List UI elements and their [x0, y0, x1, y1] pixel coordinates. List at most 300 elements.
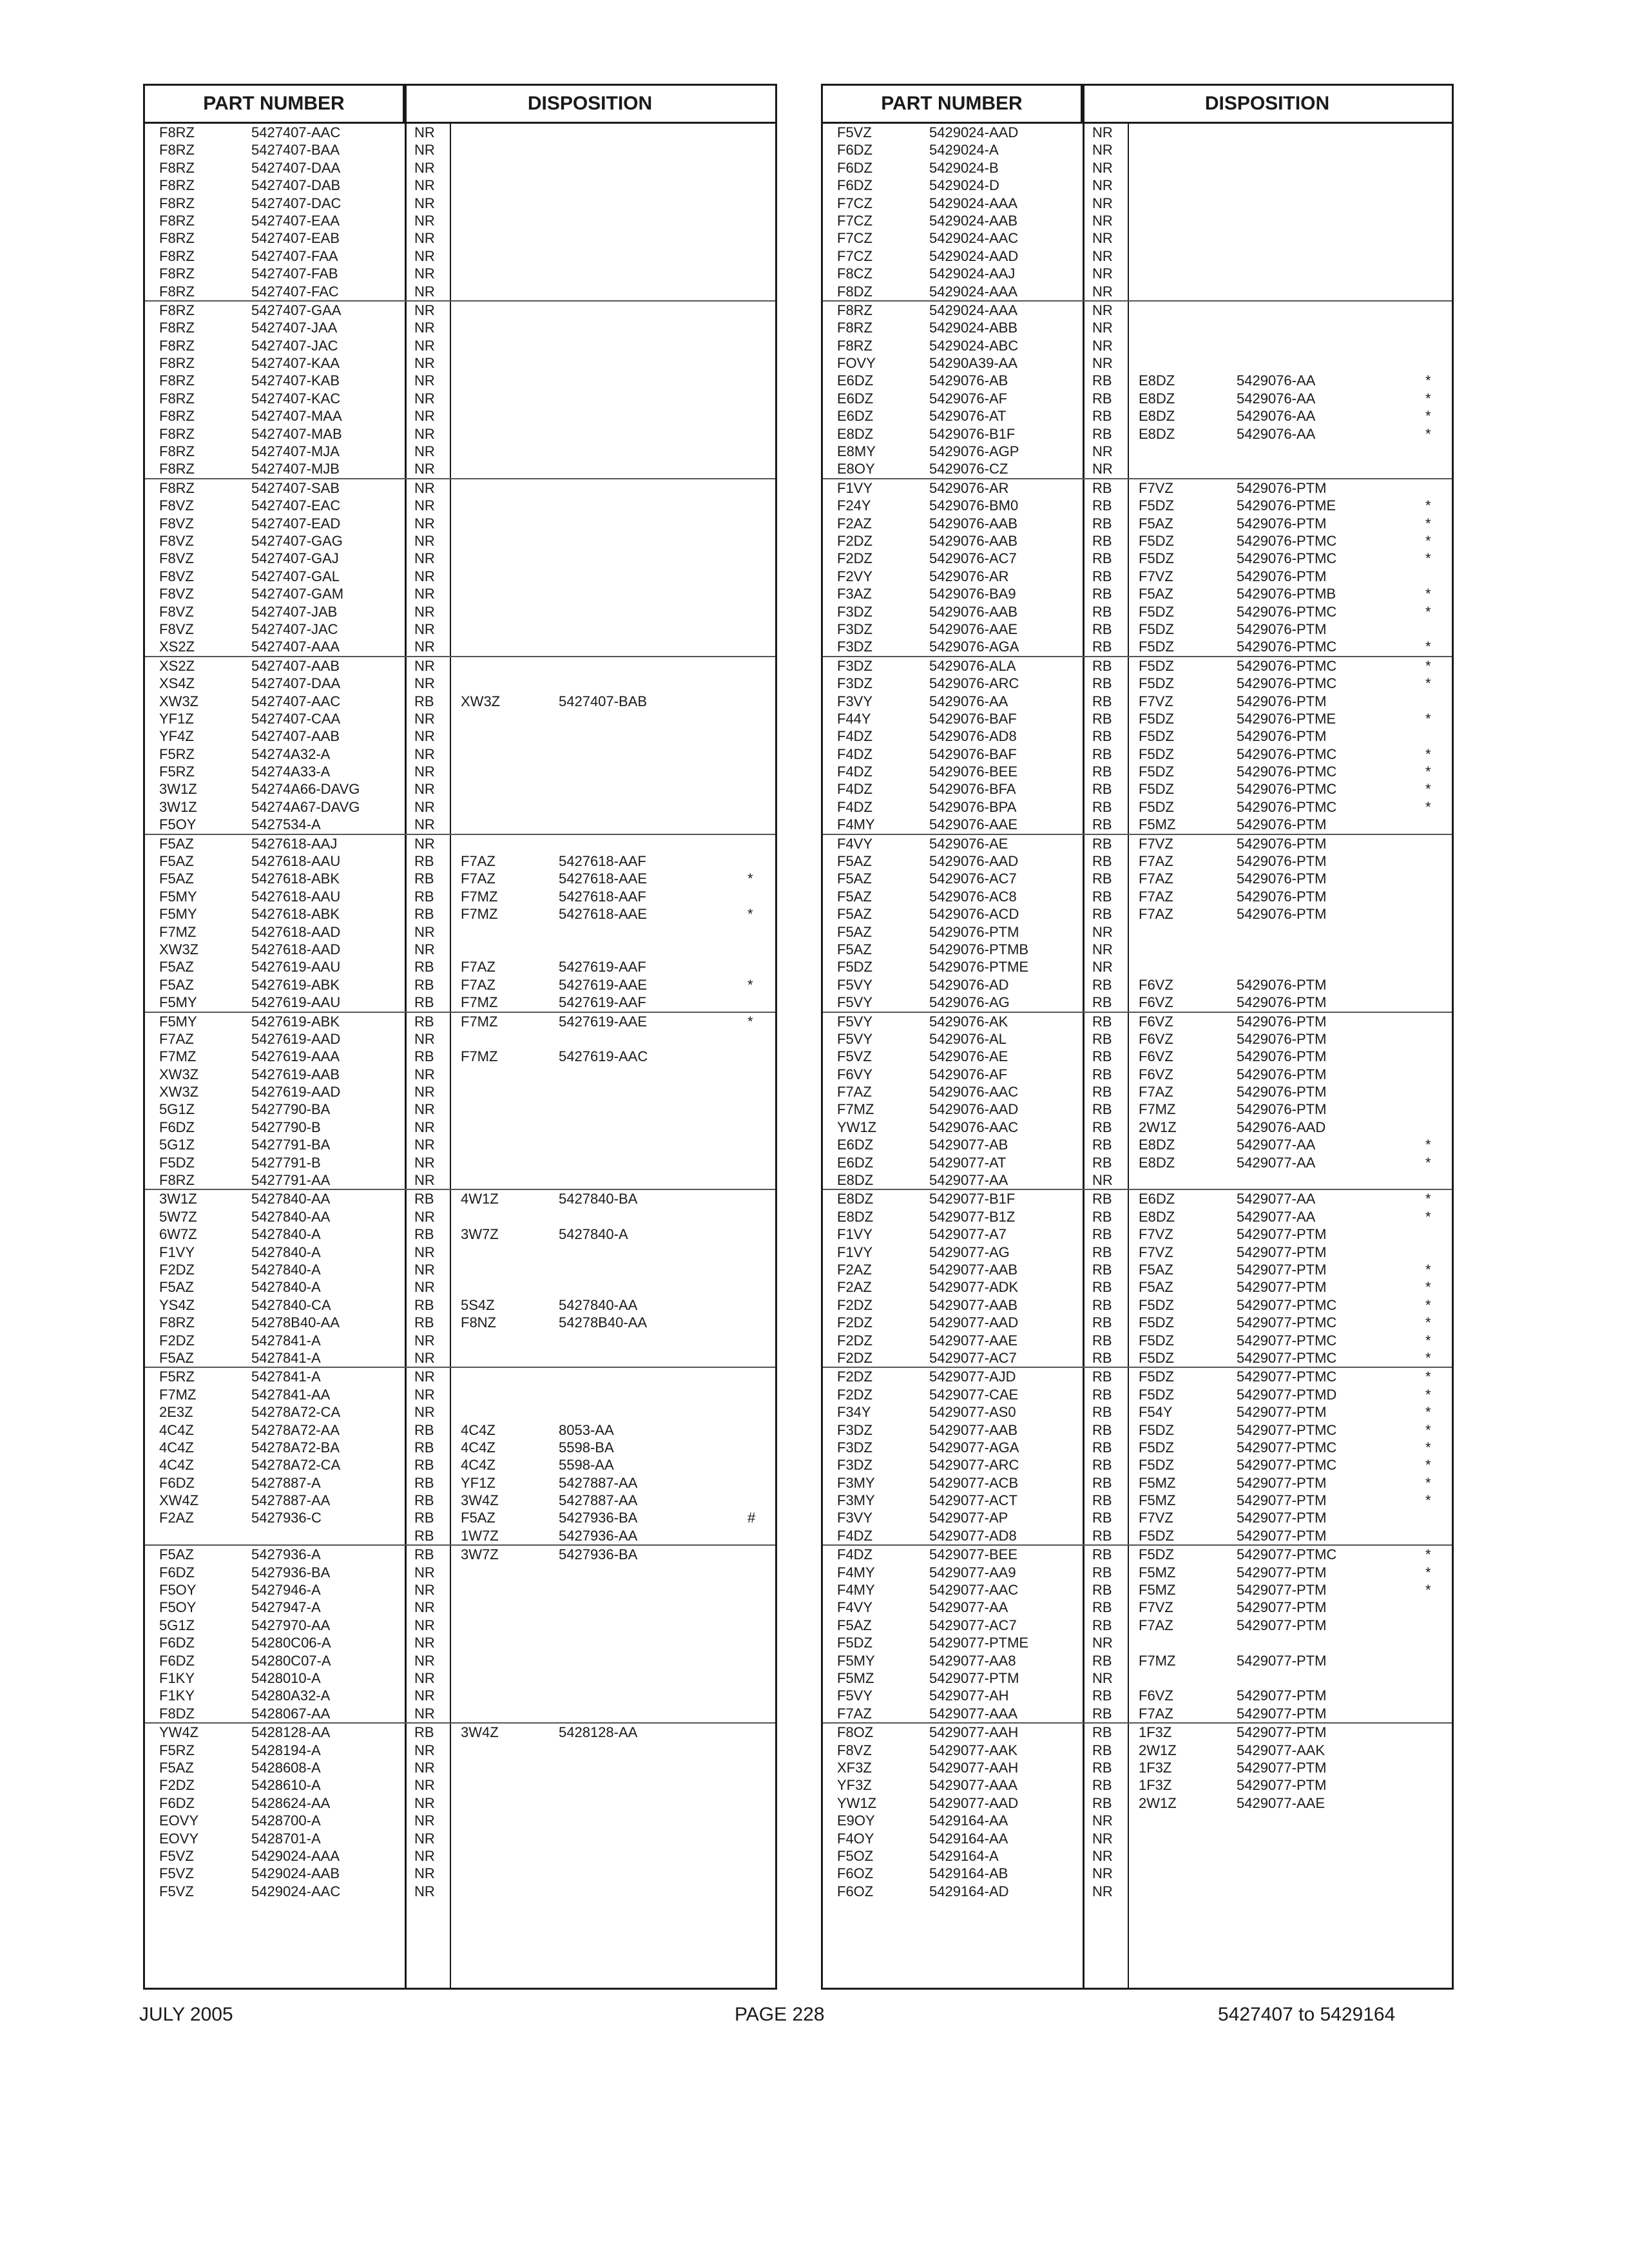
part-prefix: F5AZ	[837, 1617, 872, 1633]
part-number: 5427407-KAB	[251, 372, 340, 389]
new-part-number: 5429076-PTMC	[1237, 639, 1337, 655]
part-number: 5429077-AT	[929, 1154, 1007, 1171]
part-number: 5429076-AG	[929, 994, 1010, 1011]
part-prefix: F3DZ	[837, 603, 872, 620]
part-number: 54274A67-DAVG	[251, 798, 360, 815]
table-row	[823, 1705, 1452, 1722]
table-row	[145, 1119, 775, 1136]
disposition-code: RB	[1092, 816, 1112, 833]
new-part-prefix: F7AZ	[461, 870, 496, 887]
part-prefix: F6OZ	[837, 1865, 874, 1882]
table-row	[145, 1314, 775, 1331]
table-row	[145, 798, 775, 816]
table-row	[145, 1883, 775, 1900]
disposition-code: NR	[414, 1759, 435, 1776]
disposition-code: NR	[414, 247, 435, 264]
part-prefix: F1VY	[837, 1226, 873, 1243]
part-prefix: XW3Z	[159, 941, 199, 957]
new-part-number: 5429076-PTMC	[1237, 532, 1337, 549]
part-number: 5429077-AAH	[929, 1759, 1019, 1776]
new-part-prefix: F7VZ	[1139, 568, 1173, 584]
note-mark: *	[1425, 1137, 1431, 1153]
disposition-code: RB	[1092, 550, 1112, 567]
part-prefix: F5AZ	[837, 906, 872, 923]
part-prefix: F5OZ	[837, 1847, 874, 1864]
part-prefix: F5AZ	[159, 853, 194, 870]
part-prefix: F5DZ	[159, 1154, 195, 1171]
part-number: 5429077-AA9	[929, 1564, 1016, 1581]
disposition-code: NR	[414, 1705, 435, 1722]
note-mark: *	[1425, 1546, 1431, 1563]
disposition-code: RB	[1092, 1030, 1112, 1047]
new-part-prefix: 2W1Z	[1139, 1742, 1177, 1758]
part-prefix: YF4Z	[159, 728, 194, 745]
table-row	[145, 693, 775, 710]
part-number: 5429076-AK	[929, 1013, 1008, 1030]
disposition-code: RB	[1092, 1084, 1112, 1100]
part-prefix: F4MY	[837, 1564, 875, 1581]
disposition-code: RB	[1092, 603, 1112, 620]
row-group	[145, 302, 775, 479]
table-row	[823, 337, 1452, 354]
disposition-code: RB	[1092, 372, 1112, 389]
table-row	[145, 1759, 775, 1776]
new-part-number: 5427936-BA	[559, 1546, 638, 1563]
disposition-code: NR	[414, 142, 435, 159]
part-prefix: F8VZ	[159, 532, 194, 549]
part-number: 54274A66-DAVG	[251, 781, 360, 798]
disposition-code: RB	[1092, 1564, 1112, 1581]
new-part-prefix: F5DZ	[1139, 497, 1174, 514]
disposition-code: RB	[414, 1527, 434, 1544]
new-part-number: 5427407-BAB	[559, 693, 647, 709]
part-number: 5428700-A	[251, 1812, 321, 1829]
part-number: 5427407-EAD	[251, 515, 341, 532]
part-prefix: F2DZ	[159, 1262, 195, 1278]
new-part-number: 8053-AA	[559, 1421, 614, 1438]
part-prefix: F8DZ	[159, 1705, 195, 1722]
part-prefix: F5VZ	[159, 1865, 194, 1882]
new-part-number: 5429076-PTM	[1237, 853, 1327, 870]
part-number: 5427841-AA	[251, 1386, 331, 1403]
note-mark: *	[1425, 497, 1431, 514]
disposition-code: RB	[1092, 1617, 1112, 1633]
note-mark: *	[1425, 603, 1431, 620]
part-prefix: F8RZ	[159, 230, 195, 247]
part-number: 5427619-AAB	[251, 1066, 340, 1082]
part-number: 5429077-AAD	[929, 1794, 1019, 1811]
table-row	[145, 1776, 775, 1794]
part-prefix: F2DZ	[837, 1314, 872, 1331]
table-row	[823, 585, 1452, 602]
part-number: 5429076-AAD	[929, 853, 1019, 870]
note-mark: *	[1425, 1386, 1431, 1403]
table-row	[823, 1812, 1452, 1829]
right-parts-table	[821, 84, 1454, 1990]
new-part-prefix: F6VZ	[1139, 1030, 1173, 1047]
row-group	[145, 1546, 775, 1724]
part-prefix: XS2Z	[159, 639, 195, 655]
part-number: 5427407-DAB	[251, 177, 341, 194]
part-number: 5429076-AAB	[929, 532, 1017, 549]
disposition-code: RB	[1092, 479, 1112, 496]
disposition-code: RB	[1092, 657, 1112, 674]
table-row	[823, 497, 1452, 514]
part-prefix: F5VY	[837, 1013, 873, 1030]
disposition-code: NR	[414, 1777, 435, 1794]
disposition-code: NR	[1092, 247, 1113, 264]
table-row	[145, 603, 775, 620]
table-row	[145, 923, 775, 941]
new-part-prefix: 2W1Z	[1139, 1119, 1177, 1135]
part-prefix: F2DZ	[837, 1369, 872, 1385]
disposition-code: RB	[1092, 1777, 1112, 1794]
part-prefix: 5G1Z	[159, 1101, 195, 1118]
table-row	[823, 603, 1452, 620]
part-number: 5429077-AAA	[929, 1777, 1017, 1794]
new-part-prefix: F6VZ	[1139, 994, 1173, 1011]
new-part-number: 5427619-AAF	[559, 959, 646, 975]
part-prefix: E6DZ	[837, 1154, 874, 1171]
part-prefix: F5AZ	[159, 976, 194, 993]
disposition-code: NR	[414, 1119, 435, 1135]
table-row	[823, 1278, 1452, 1296]
part-prefix: F8VZ	[159, 568, 194, 584]
part-number: 54290A39-AA	[929, 355, 1017, 372]
part-number: 5427841-A	[251, 1332, 321, 1349]
new-part-prefix: 3W7Z	[461, 1226, 499, 1243]
table-row	[823, 550, 1452, 567]
table-row	[145, 905, 775, 923]
table-row	[823, 1564, 1452, 1581]
table-row	[145, 870, 775, 887]
table-row	[823, 1208, 1452, 1225]
new-part-prefix: F5DZ	[1139, 675, 1174, 692]
part-number: 5427407-MAA	[251, 408, 342, 425]
disposition-code: RB	[1092, 1262, 1112, 1278]
part-prefix: YW1Z	[837, 1794, 877, 1811]
note-mark: *	[1425, 798, 1431, 815]
part-number: 5427407-EAC	[251, 497, 341, 514]
part-prefix: F4DZ	[837, 798, 872, 815]
disposition-code: NR	[414, 657, 435, 674]
table-row	[823, 693, 1452, 710]
part-number: 5429076-AGA	[929, 639, 1019, 655]
table-row	[823, 1546, 1452, 1563]
table-row	[823, 994, 1452, 1011]
new-part-prefix: F7AZ	[461, 976, 496, 993]
part-prefix: XF3Z	[837, 1759, 872, 1776]
disposition-code: NR	[414, 1830, 435, 1847]
part-number: 5427407-EAA	[251, 212, 340, 229]
part-number: 5427407-AAA	[251, 639, 340, 655]
part-prefix: XW3Z	[159, 1066, 199, 1082]
new-part-number: 5429077-PTMC	[1237, 1314, 1337, 1331]
new-part-number: 5429076-PTM	[1237, 1048, 1327, 1065]
part-number: 5427407-BAA	[251, 142, 340, 159]
part-prefix: F5MY	[159, 888, 197, 905]
part-number: 5429164-AD	[929, 1883, 1009, 1899]
part-prefix: F5AZ	[159, 1546, 194, 1563]
new-part-number: 5429077-AAE	[1237, 1794, 1325, 1811]
part-prefix: EOVY	[159, 1812, 199, 1829]
new-part-prefix: F5DZ	[1139, 1527, 1174, 1544]
new-part-number: 5429077-PTM	[1237, 1474, 1327, 1491]
table-row	[823, 852, 1452, 870]
part-number: 5429076-AAB	[929, 603, 1017, 620]
part-number: 5427791-BA	[251, 1137, 331, 1153]
part-prefix: YF1Z	[159, 710, 194, 727]
part-number: 5429024-AAB	[929, 212, 1017, 229]
part-prefix: F2VY	[837, 568, 873, 584]
disposition-code: RB	[1092, 1119, 1112, 1135]
note-mark: *	[1425, 1262, 1431, 1278]
table-row	[145, 319, 775, 336]
part-prefix: F3DZ	[837, 1439, 872, 1456]
disposition-code: NR	[414, 781, 435, 798]
table-row	[145, 994, 775, 1011]
table-row	[823, 1439, 1452, 1456]
part-prefix: F5MZ	[837, 1669, 874, 1686]
part-prefix: E6DZ	[837, 1137, 874, 1153]
part-number: 5429076-AC7	[929, 550, 1017, 567]
new-part-prefix: 3W7Z	[461, 1546, 499, 1563]
part-prefix: F5AZ	[159, 1759, 194, 1776]
table-row	[823, 1456, 1452, 1474]
part-prefix: F8RZ	[159, 247, 195, 264]
disposition-code: RB	[1092, 1332, 1112, 1349]
part-number: 5428608-A	[251, 1759, 321, 1776]
disposition-code: NR	[414, 390, 435, 407]
part-prefix: 6W7Z	[159, 1226, 197, 1243]
part-number: 5429077-ADK	[929, 1279, 1019, 1296]
disposition-code: RB	[414, 1474, 434, 1491]
disposition-code: NR	[414, 745, 435, 762]
part-number: 5427407-AAC	[251, 693, 341, 709]
table-row	[145, 1154, 775, 1171]
new-part-prefix: F7MZ	[461, 994, 498, 1011]
part-prefix: F5RZ	[159, 1369, 195, 1385]
new-part-prefix: 2W1Z	[1139, 1794, 1177, 1811]
part-number: 5427790-BA	[251, 1101, 331, 1118]
part-prefix: F3DZ	[837, 639, 872, 655]
table-row	[145, 302, 775, 319]
disposition-code: RB	[1092, 1314, 1112, 1331]
disposition-code: RB	[414, 853, 434, 870]
part-number: 5429077-AGA	[929, 1439, 1019, 1456]
disposition-code: NR	[414, 620, 435, 637]
disposition-code: NR	[414, 1812, 435, 1829]
disposition-code: RB	[1092, 586, 1112, 602]
part-number: 5427619-ABK	[251, 976, 340, 993]
table-row	[823, 532, 1452, 550]
part-number: 5429024-ABC	[929, 337, 1019, 354]
part-prefix: F4VY	[837, 1599, 873, 1616]
disposition-code: RB	[1092, 745, 1112, 762]
part-number: 5427841-A	[251, 1369, 321, 1385]
table-row	[145, 1332, 775, 1349]
new-part-number: 5429076-PTM	[1237, 568, 1327, 584]
disposition-code: NR	[414, 728, 435, 745]
part-number: 54280A32-A	[251, 1687, 331, 1704]
part-number: 5427887-A	[251, 1474, 321, 1491]
disposition-code: RB	[1092, 1048, 1112, 1065]
table-row	[823, 620, 1452, 638]
part-prefix: YF3Z	[837, 1777, 872, 1794]
part-prefix: XS2Z	[159, 657, 195, 674]
part-prefix: F5AZ	[159, 959, 194, 975]
part-number: 5429077-AAA	[929, 1705, 1017, 1722]
new-part-prefix: F5DZ	[1139, 1421, 1174, 1438]
table-row	[145, 888, 775, 905]
disposition-code: NR	[1092, 941, 1113, 957]
new-part-number: 5429077-PTM	[1237, 1687, 1327, 1704]
part-number: 5429076-AAB	[929, 515, 1017, 532]
part-number: 5427619-AAU	[251, 959, 341, 975]
disposition-code: NR	[414, 408, 435, 425]
new-part-number: 5429076-PTMB	[1237, 586, 1336, 602]
part-prefix: F5MY	[837, 1652, 875, 1669]
part-number: 5429077-A7	[929, 1226, 1007, 1243]
part-number: 5427407-CAA	[251, 710, 341, 727]
new-part-prefix: F5DZ	[1139, 1296, 1174, 1313]
part-prefix: F1KY	[159, 1687, 195, 1704]
part-number: 5429164-AB	[929, 1865, 1008, 1882]
part-number: 5429077-AS0	[929, 1404, 1016, 1421]
table-row	[823, 302, 1452, 319]
disposition-code: RB	[414, 1314, 434, 1331]
table-row	[823, 177, 1452, 194]
footer-range: 5427407 to 5429164	[1218, 2004, 1396, 2025]
part-number: 5429077-AAH	[929, 1724, 1019, 1741]
left-parts-table	[143, 84, 777, 1990]
disposition-code: RB	[414, 1492, 434, 1509]
part-number: 5429164-AA	[929, 1830, 1008, 1847]
note-mark: *	[1425, 639, 1431, 655]
part-number: 5429076-BA9	[929, 586, 1016, 602]
table-row	[823, 923, 1452, 941]
table-row	[145, 460, 775, 477]
part-prefix: F7MZ	[159, 923, 197, 940]
part-prefix: E8DZ	[837, 425, 874, 442]
disposition-code: NR	[1092, 923, 1113, 940]
table-row	[823, 141, 1452, 159]
new-part-prefix: F5DZ	[1139, 1314, 1174, 1331]
disposition-code: NR	[414, 320, 435, 336]
table-row	[145, 1847, 775, 1865]
table-row	[823, 247, 1452, 265]
part-number: 5427407-FAA	[251, 247, 338, 264]
table-row	[823, 372, 1452, 389]
new-part-prefix: F7MZ	[461, 1013, 498, 1030]
disposition-code: NR	[1092, 212, 1113, 229]
new-part-prefix: 1F3Z	[1139, 1777, 1172, 1794]
new-part-prefix: F5DZ	[1139, 1369, 1174, 1385]
part-number: 5429076-AGP	[929, 443, 1019, 460]
disposition-code: RB	[1092, 620, 1112, 637]
table-row	[823, 1349, 1452, 1367]
disposition-code: RB	[1092, 835, 1112, 852]
part-prefix: F7CZ	[837, 247, 872, 264]
new-part-prefix: E8DZ	[1139, 408, 1175, 425]
new-part-prefix: F5DZ	[1139, 710, 1174, 727]
new-part-prefix: F5MZ	[1139, 1564, 1176, 1581]
footer-date: JULY 2005	[139, 2004, 233, 2025]
table-row	[823, 888, 1452, 905]
part-number: 5427618-AAU	[251, 888, 341, 905]
note-mark: *	[1425, 425, 1431, 442]
new-part-number: 5429077-PTM	[1237, 1599, 1327, 1616]
new-part-number: 5427936-AA	[559, 1527, 638, 1544]
new-part-prefix: F7VZ	[1139, 1599, 1173, 1616]
disposition-code: NR	[1092, 195, 1113, 211]
table-row	[145, 1013, 775, 1030]
disposition-code: RB	[1092, 764, 1112, 780]
table-row	[823, 1581, 1452, 1599]
disposition-code: NR	[1092, 177, 1113, 194]
disposition-code: NR	[1092, 283, 1113, 300]
part-number: 5429024-A	[929, 142, 999, 159]
disposition-code: NR	[414, 710, 435, 727]
part-number: 54274A33-A	[251, 764, 331, 780]
part-number: 5427407-GAM	[251, 586, 344, 602]
new-part-number: 5429077-PTM	[1237, 1617, 1327, 1633]
table-row	[823, 159, 1452, 177]
part-number: 5429077-AAB	[929, 1421, 1017, 1438]
disposition-code: RB	[1092, 1794, 1112, 1811]
part-number: 5429077-AA	[929, 1599, 1008, 1616]
new-part-prefix: F6VZ	[1139, 1687, 1173, 1704]
part-prefix: F6VY	[837, 1066, 873, 1082]
table-row	[145, 390, 775, 407]
table-row	[145, 1083, 775, 1100]
new-part-number: 5429076-AA	[1237, 390, 1316, 407]
part-prefix: F4VY	[837, 835, 873, 852]
new-part-prefix: YF1Z	[461, 1474, 496, 1491]
part-number: 5427618-ABK	[251, 906, 340, 923]
part-prefix: F5VZ	[159, 1847, 194, 1864]
part-number: 5427407-MAB	[251, 425, 342, 442]
table-row	[145, 337, 775, 354]
part-number: 5429024-B	[929, 159, 999, 176]
part-number: 5429076-ARC	[929, 675, 1019, 692]
table-row	[823, 265, 1452, 282]
part-prefix: F1KY	[159, 1669, 195, 1686]
new-part-prefix: 4C4Z	[461, 1421, 496, 1438]
new-part-number: 5427619-AAC	[559, 1048, 648, 1065]
new-part-number: 5429077-PTM	[1237, 1510, 1327, 1526]
row-group	[823, 302, 1452, 479]
table-row	[823, 390, 1452, 407]
new-part-number: 5429076-AA	[1237, 372, 1316, 389]
table-row	[145, 727, 775, 745]
part-number: 5429164-A	[929, 1847, 999, 1864]
part-number: 5429077-B1F	[929, 1191, 1016, 1207]
table-row	[823, 1527, 1452, 1544]
part-number: 5427887-AA	[251, 1492, 331, 1509]
part-prefix: F8VZ	[159, 497, 194, 514]
disposition-code: NR	[1092, 1883, 1113, 1899]
disposition-code: NR	[414, 1101, 435, 1118]
disposition-code: NR	[414, 568, 435, 584]
part-prefix: F8CZ	[837, 265, 872, 282]
disposition-code: RB	[1092, 1652, 1112, 1669]
part-prefix: F2DZ	[159, 1777, 195, 1794]
new-part-prefix: F5AZ	[1139, 1262, 1173, 1278]
new-part-number: 5427619-AAE	[559, 1013, 647, 1030]
part-prefix: 3W1Z	[159, 1191, 197, 1207]
part-number: 5427407-AAC	[251, 124, 341, 140]
